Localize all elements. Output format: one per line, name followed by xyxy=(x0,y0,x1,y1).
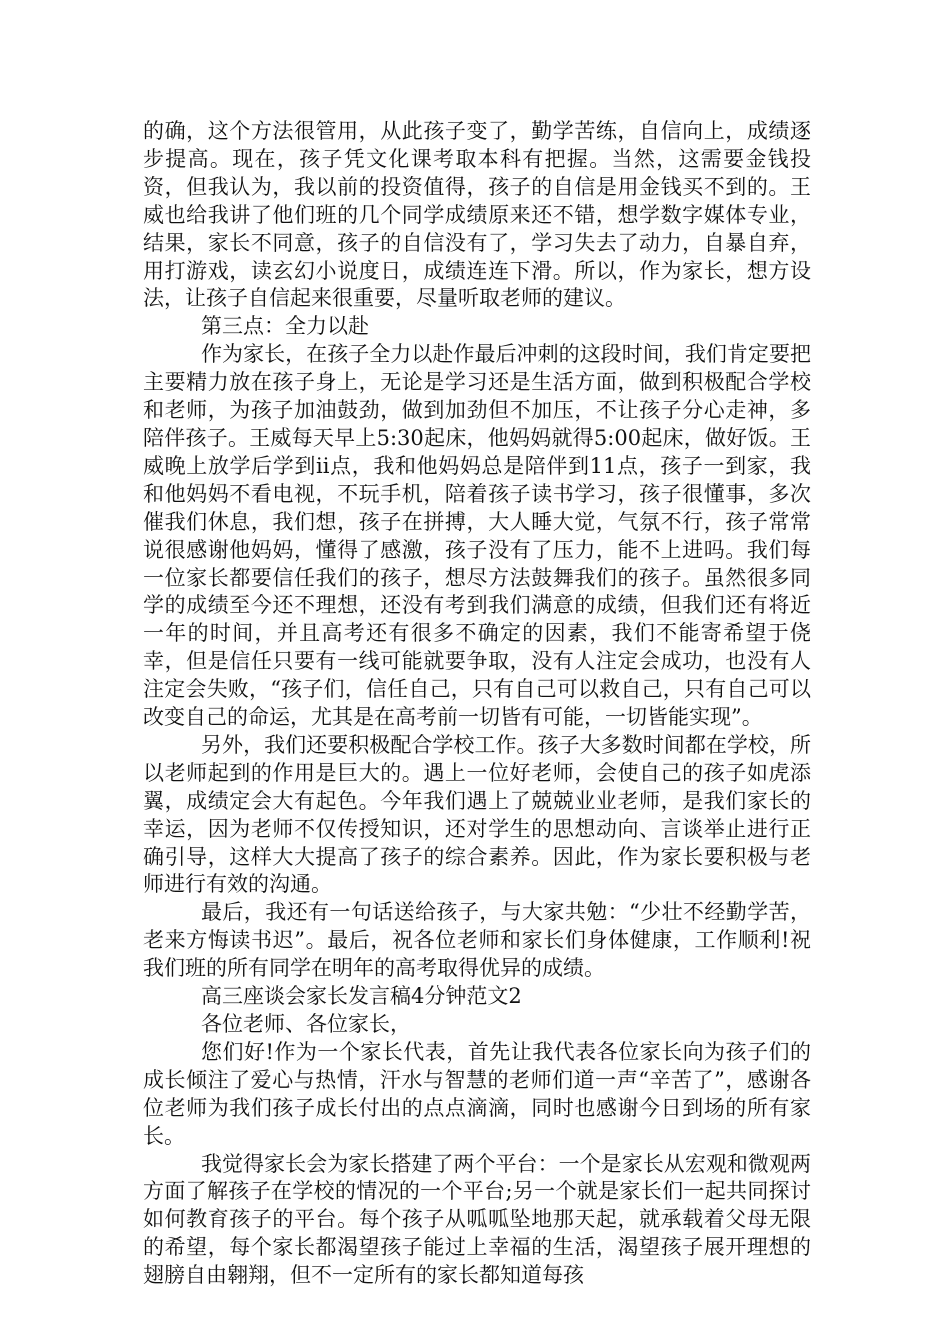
body-paragraph: 最后，我还有一句话送给孩子，与大家共勉：“少壮不经勤学苦，老来方悔读书迟”。最后，祝各位老师和家长们身体健康，工作顺利!祝我们班的所有同学在明年的高考取得优异的成绩。 xyxy=(143,900,811,981)
body-paragraph: 作为家长，在孩子全力以赴作最后冲刺的这段时间，我们肯定要把主要精力放在孩子身上，无论是学习还是生活方面，做到积极配合学校和老师，为孩子加油鼓劲，做到加劲但不加压，不让孩子分心走神，多陪伴孩子。王威每天早上5:30起床，他妈妈就得5:00起床，做好饭。王威晚上放学后学到ii点，我和他妈妈总是陪伴到11点，孩子一到家，我和他妈妈不看电视，不玩手机，陪着孩子读书学习，孩子很懂事，多次催我们休息，我们想，孩子在拼搏，大人睡大觉，气氛不行，孩子常常说很感谢他妈妈，懂得了感激，孩子没有了压力，能不上进吗。我们每一位家长都要信任我们的孩子，想尽方法鼓舞我们的孩子。虽然很多同学的成绩至今还不理想，还没有考到我们满意的成绩，但我们还有将近一年的时间，并且高考还有很多不确定的因素，我们不能寄希望于侥幸，但是信任只要有一线可能就要争取，没有人注定会成功，也没有人注定会失败，“孩子们，信任自己，只有自己可以救自己，只有自己可以改变自己的命运，尤其是在高考前一切皆有可能，一切皆能实现”。 xyxy=(143,342,811,730)
article-title: 高三座谈会家长发言稿4分钟范文2 xyxy=(201,984,522,1009)
body-paragraph: 我觉得家长会为家长搭建了两个平台：一个是家长从宏观和微观两方面了解孩子在学校的情况的一个平台;另一个就是家长们一起共同探讨如何教育孩子的平台。每个孩子从呱呱坠地那天起，就承载着父母无限的希望，每个家长都渴望孩子能过上幸福的生活，渴望孩子展开理想的翅膀自由翱翔，但不一定所有的家长都知道每孩 xyxy=(143,1151,811,1288)
body-paragraph: 的确，这个方法很管用，从此孩子变了，勤学苦练，自信向上，成绩逐步提高。现在，孩子凭文化课考取本科有把握。当然，这需要金钱投资，但我认为，我以前的投资值得，孩子的自信是用金钱买不到的。王威也给我讲了他们班的几个同学成绩原来还不错，想学数字媒体专业，结果，家长不同意，孩子的自信没有了，学习失去了动力，自暴自弃，用打游戏，读玄幻小说度日，成绩连连下滑。所以，作为家长，想方设法，让孩子自信起来很重要，尽量听取老师的建议。 xyxy=(143,119,811,311)
section-heading: 第三点：全力以赴 xyxy=(201,314,369,339)
document-page xyxy=(143,118,811,1290)
body-paragraph: 另外，我们还要积极配合学校工作。孩子大多数时间都在学校，所以老师起到的作用是巨大的。遇上一位好老师，会使自己的孩子如虎添翼，成绩定会大有起色。今年我们遇上了兢兢业业老师，是我们家长的幸运，因为老师不仅传授知识，还对学生的思想动向、言谈举止进行正确引导，这样大大提高了孩子的综合素养。因此，作为家长要积极与老师进行有效的沟通。 xyxy=(143,732,811,897)
salutation: 各位老师、各位家长， xyxy=(201,1012,411,1036)
body-paragraph: 您们好!作为一个家长代表，首先让我代表各位家长向为孩子们的成长倾注了爱心与热情，汗水与智慧的老师们道一声“辛苦了”，感谢各位老师为我们孩子成长付出的点点滴滴，同时也感谢今日到场的所有家长。 xyxy=(143,1039,811,1148)
